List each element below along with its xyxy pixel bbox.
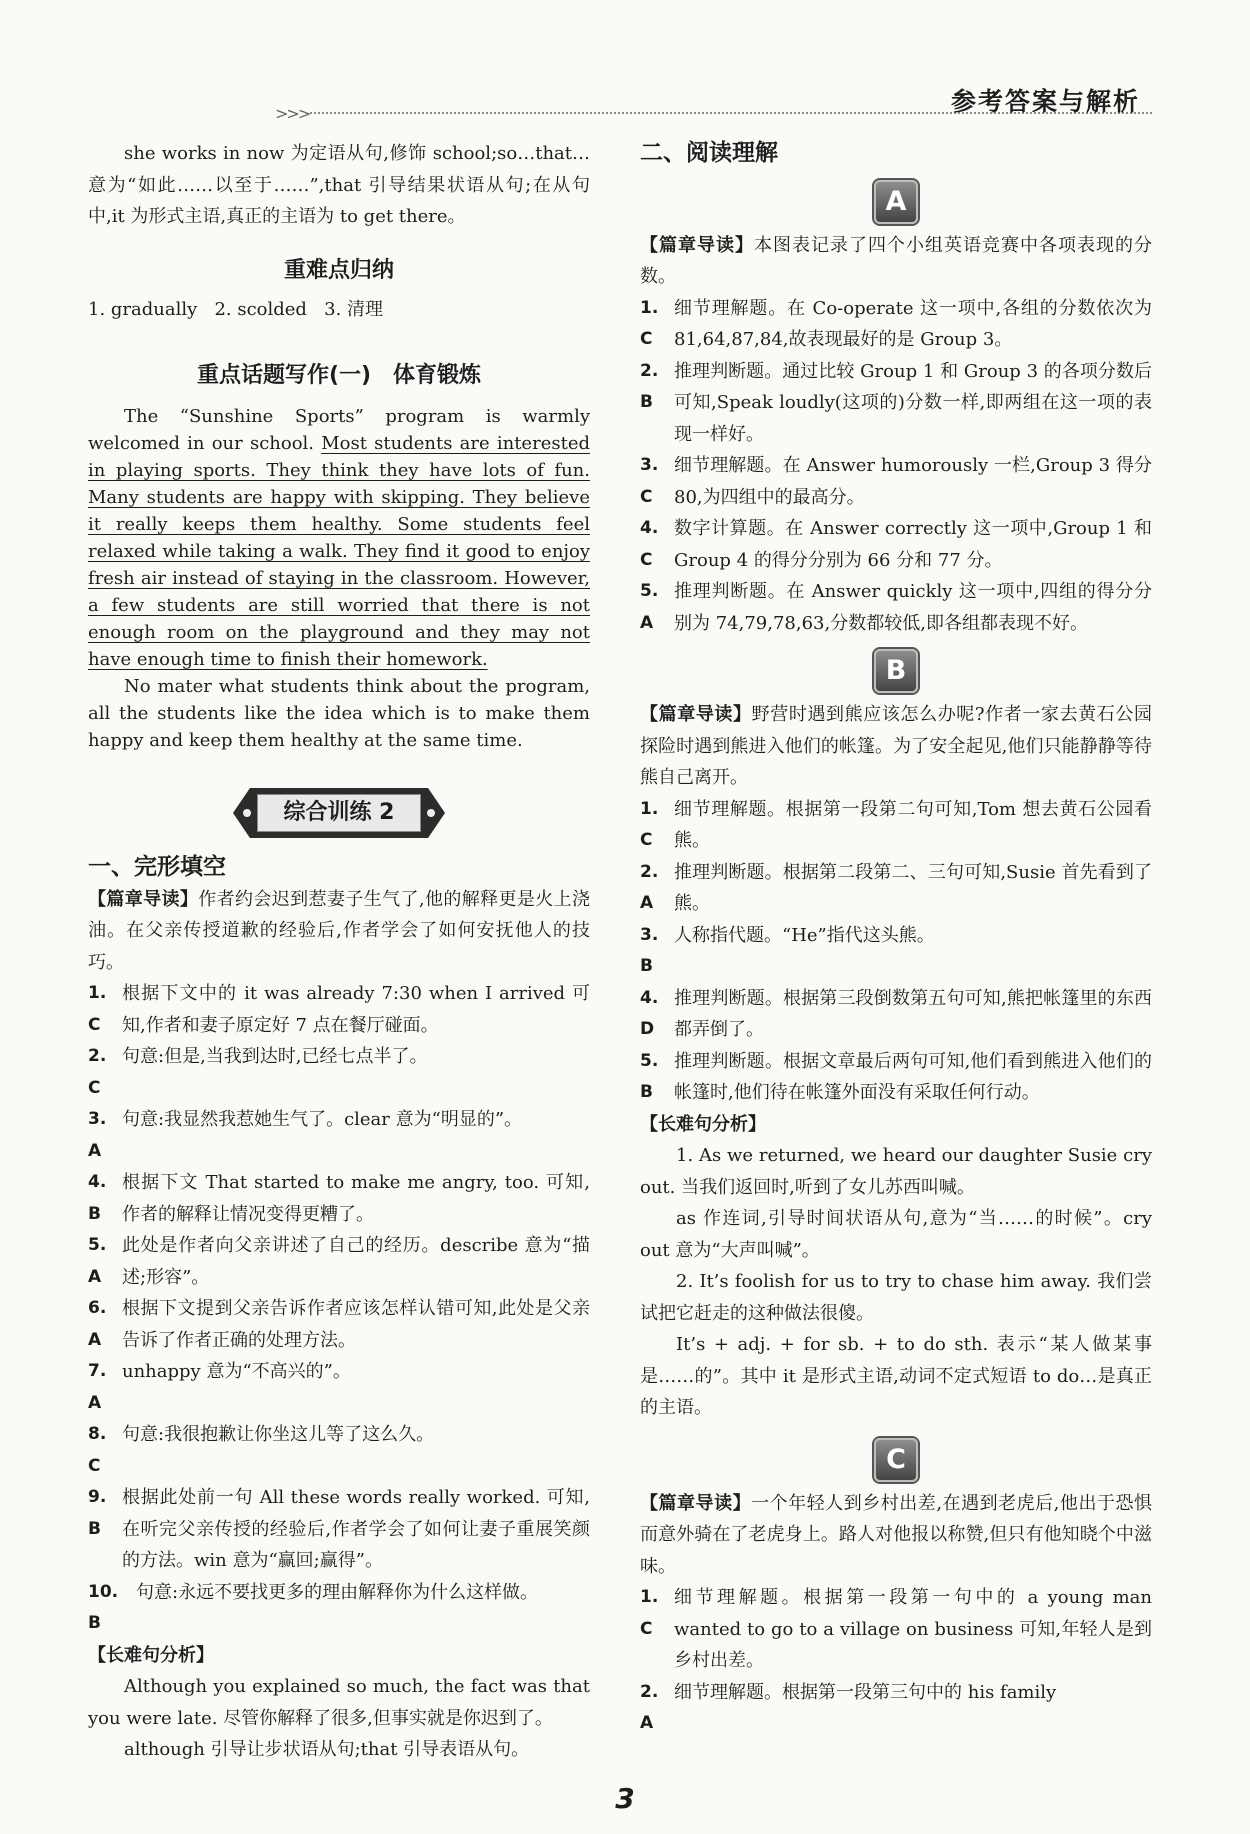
reading-heading: 二、阅读理解: [640, 140, 778, 166]
answer-item: 4. C 数字计算题。在 Answer correctly 这一项中,Group 1 和 Group 4 的得分分别为 66 分和 77 分。: [640, 518, 1152, 571]
page-header: [0, 0, 1250, 130]
answer-item: 5. B 推理判断题。根据文章最后两句可知,他们看到熊进入他们的帐篷时,他们待在帐篷外面没有采取任何行动。: [640, 1050, 1152, 1103]
cloze-guide: [88, 884, 590, 979]
essay-paragraph-1: [88, 403, 590, 673]
header-arrows: >>>: [275, 104, 310, 123]
section-banner: [233, 788, 445, 838]
key-points-heading: 重难点归纳: [283, 257, 394, 283]
passage-c-badge: C: [874, 1438, 918, 1482]
analysis-sentence: 1. As we returned, we heard our daughter Susie cry out. 当我们返回时,听到了女儿苏西叫喊。: [640, 1145, 1152, 1198]
answer-item: 2. C 句意:但是,当我到达时,已经七点半了。: [88, 1046, 428, 1098]
key-points-items: 1. gradually 2. scolded 3. 清理: [88, 299, 384, 320]
left-column: [88, 138, 590, 1766]
answer-item: 10. B 句意:永远不要找更多的理由解释你为什么这样做。: [88, 1581, 539, 1633]
passage-b-guide: 【篇章导读】野营时遇到熊应该怎么办呢?作者一家去黄石公园探险时遇到熊进入他们的帐篷。为了安全起见,他们只能静静等待熊自己离开。: [640, 704, 1153, 788]
cloze-answers: [88, 978, 590, 1640]
cloze-heading: 一、完形填空: [88, 854, 226, 880]
right-column: [640, 138, 1152, 1740]
passage-a-guide: 【篇章导读】本图表记录了四个小组英语竞赛中各项表现的分数。: [640, 234, 1152, 287]
analysis-tag: 【长难句分析】: [640, 1113, 766, 1135]
answer-item: 5. A 此处是作者向父亲讲述了自己的经历。describe 意为“描述;形容”。: [88, 1235, 590, 1288]
analysis-tag: 【长难句分析】: [88, 1644, 214, 1666]
banner-label: 综合训练 2: [257, 794, 421, 832]
answer-item: 3. A 句意:我显然我惹她生气了。clear 意为“明显的”。: [88, 1109, 523, 1161]
answer-item: 1. C 根据下文中的 it was already 7:30 when I arrived 可知,作者和妻子原定好 7 点在餐厅碰面。: [88, 983, 590, 1036]
analysis-sentence-1: Although you explained so much, the fact was that you were late. 尽管你解释了很多,但事实就是你迟到了。: [88, 1676, 590, 1729]
answer-item: 1. C 细节理解题。根据第一段第一句中的 a young man wanted to go to a village on business 可知,年轻人是到乡村出差。: [640, 1587, 1152, 1671]
analysis-sentence: It’s + adj. + for sb. + to do sth. 表示“某人做某事是……的”。其中 it 是形式主语,动词不定式短语 to do…是真正的主语。: [640, 1334, 1152, 1418]
answer-item: 7. A unhappy 意为“不高兴的”。: [88, 1361, 351, 1413]
answer-item: 6. A 根据下文提到父亲告诉作者应该怎样认错可知,此处是父亲告诉了作者正确的处理方法。: [88, 1298, 590, 1351]
essay-paragraph-2: No mater what students think about the program, all the students like the idea which is to make them happy and keep them healthy at the same time.: [88, 676, 590, 751]
analysis-sentence: as 作连词,引导时间状语从句,意为“当……的时候”。cry out 意为“大声叫喊”。: [640, 1208, 1152, 1261]
analysis-sentence: 2. It’s foolish for us to try to chase him away. 我们尝试把它赶走的这种做法很傻。: [640, 1271, 1152, 1324]
passage-b-badge: B: [874, 649, 918, 693]
passage-a-badge: A: [874, 180, 918, 224]
answer-item: 4. B 根据下文 That started to make me angry, too. 可知,作者的解释让情况变得更糟了。: [88, 1172, 590, 1225]
answer-item: 2. B 推理判断题。通过比较 Group 1 和 Group 3 的各项分数后可知,Speak loudly(这项的)分数一样,即两组在这一项的表现一样好。: [640, 360, 1152, 445]
cloze-guide-text: 作者约会迟到惹妻子生气了,他的解释更是火上浇油。在父亲传授道歉的经验后,作者学会了如何安抚他人的技巧。: [88, 888, 590, 973]
page-number: 3: [615, 1782, 635, 1815]
answer-item: 5. A 推理判断题。在 Answer quickly 这一项中,四组的得分分别为 74,79,78,63,分数都较低,即各组都表现不好。: [640, 581, 1152, 634]
intro-paragraph: she works in now 为定语从句,修饰 school;so…that…意为“如此……以至于……”,that 引导结果状语从句;在从句中,it 为形式主语,真正的主语为 to get there。: [88, 143, 590, 227]
answer-item: 4. D 推理判断题。根据第三段倒数第五句可知,熊把帐篷里的东西都弄倒了。: [640, 987, 1152, 1040]
answer-item: 2. A 细节理解题。根据第一段第三句中的 his family: [640, 1681, 1057, 1733]
answer-item: 9. B 根据此处前一句 All these words really worked. 可知,在听完父亲传授的经验后,作者学会了如何让妻子重展笑颜的方法。win 意为“赢回;赢得”。: [88, 1487, 590, 1571]
answer-item: 3. C 细节理解题。在 Answer humorously 一栏,Group 3 得分 80,为四组中的最高分。: [640, 455, 1152, 508]
answer-item: 1. C 细节理解题。根据第一段第二句可知,Tom 想去黄石公园看熊。: [640, 798, 1152, 851]
header-title: 参考答案与解析: [950, 87, 1140, 116]
essay-opening: The “Sunshine Sports” program is warmly welcomed in our school.: [88, 406, 590, 454]
passage-c-guide: 【篇章导读】一个年轻人到乡村出差,在遇到老虎后,他出于恐惧而意外骑在了老虎身上。路人对他报以称赞,但只有他知晓个中滋味。: [640, 1492, 1152, 1577]
writing-heading: 重点话题写作(一) 体育锻炼: [196, 362, 482, 388]
cloze-guide-tag: 【篇章导读】: [88, 888, 199, 910]
answer-item: 3. B 人称指代题。“He”指代这头熊。: [640, 924, 935, 976]
answer-item: 2. A 推理判断题。根据第二段第二、三句可知,Susie 首先看到了熊。: [640, 861, 1152, 914]
essay-underlined-text: Most students are interested in playing sports. They think they have lots of fun. Many students are happy with skipping. They believe it really keeps them healthy. Some students feel relaxed while taking a walk. They find it good to enjoy fresh air instead of staying in the classroom. However, a few students are still worried that there is not enough room on the playground and they may not have enough time to finish their homework.: [88, 433, 590, 670]
analysis-sentence-2: although 引导让步状语从句;that 引导表语从句。: [124, 1739, 530, 1760]
answer-item: 8. C 句意:我很抱歉让你坐这儿等了这么久。: [88, 1424, 435, 1476]
answer-item: 1. C 细节理解题。在 Co-operate 这一项中,各组的分数依次为 81,64,87,84,故表现最好的是 Group 3。: [640, 297, 1152, 350]
